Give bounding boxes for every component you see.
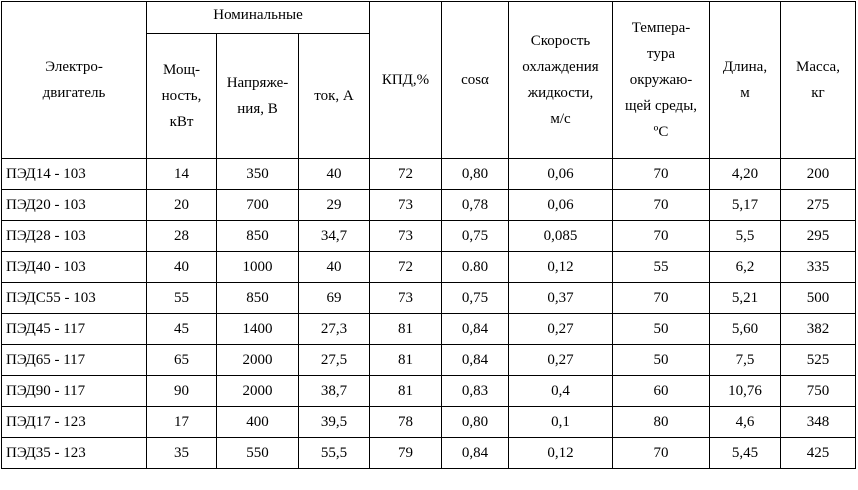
cell-power: 35 (147, 438, 217, 469)
cell-voltage: 700 (217, 190, 299, 221)
cell-length: 5,5 (710, 221, 781, 252)
cell-efficiency: 72 (370, 159, 442, 190)
cell-efficiency: 78 (370, 407, 442, 438)
cell-cooling-speed: 0,37 (509, 283, 613, 314)
cell-mass: 382 (781, 314, 856, 345)
cell-voltage: 1000 (217, 252, 299, 283)
cell-motor-name: ПЭД17 - 123 (2, 407, 147, 438)
table-row (2, 407, 856, 438)
table-row (2, 314, 856, 345)
cell-mass: 500 (781, 283, 856, 314)
cell-motor-name: ПЭД35 - 123 (2, 438, 147, 469)
cell-efficiency: 81 (370, 376, 442, 407)
cell-current: 27,5 (299, 345, 370, 376)
cell-efficiency: 81 (370, 345, 442, 376)
cell-cooling-speed: 0,1 (509, 407, 613, 438)
header-cooling-speed: Скорость охлаждения жидкости, м/с (509, 2, 613, 159)
cell-current: 40 (299, 252, 370, 283)
header-temperature: Темпера- тура окружаю- щей среды, ºС (613, 2, 710, 159)
header-voltage: Напряже- ния, В (217, 34, 299, 159)
cell-motor-name: ПЭДС55 - 103 (2, 283, 147, 314)
cell-cooling-speed: 0,085 (509, 221, 613, 252)
cell-cooling-speed: 0,06 (509, 159, 613, 190)
cell-temperature: 70 (613, 190, 710, 221)
cell-mass: 425 (781, 438, 856, 469)
cell-temperature: 70 (613, 159, 710, 190)
table-row (2, 252, 856, 283)
cell-cos: 0.80 (442, 252, 509, 283)
cell-power: 90 (147, 376, 217, 407)
cell-cos: 0,75 (442, 221, 509, 252)
cell-efficiency: 81 (370, 314, 442, 345)
cell-motor-name: ПЭД40 - 103 (2, 252, 147, 283)
cell-efficiency: 73 (370, 283, 442, 314)
table-row (2, 283, 856, 314)
cell-mass: 335 (781, 252, 856, 283)
cell-motor-name: ПЭД28 - 103 (2, 221, 147, 252)
cell-current: 55,5 (299, 438, 370, 469)
cell-cooling-speed: 0,12 (509, 252, 613, 283)
cell-current: 69 (299, 283, 370, 314)
cell-cooling-speed: 0,06 (509, 190, 613, 221)
cell-voltage: 850 (217, 283, 299, 314)
cell-temperature: 80 (613, 407, 710, 438)
cell-temperature: 60 (613, 376, 710, 407)
cell-power: 65 (147, 345, 217, 376)
cell-motor-name: ПЭД14 - 103 (2, 159, 147, 190)
cell-current: 34,7 (299, 221, 370, 252)
cell-power: 40 (147, 252, 217, 283)
cell-voltage: 850 (217, 221, 299, 252)
cell-cos: 0,75 (442, 283, 509, 314)
cell-motor-name: ПЭД90 - 117 (2, 376, 147, 407)
cell-mass: 750 (781, 376, 856, 407)
cell-mass: 200 (781, 159, 856, 190)
cell-cooling-speed: 0,27 (509, 345, 613, 376)
cell-efficiency: 73 (370, 190, 442, 221)
table-row (2, 345, 856, 376)
header-current: ток, А (299, 34, 370, 159)
table-row (2, 376, 856, 407)
header-nominal: Номинальные (147, 2, 370, 34)
cell-current: 29 (299, 190, 370, 221)
cell-power: 28 (147, 221, 217, 252)
cell-mass: 525 (781, 345, 856, 376)
cell-mass: 348 (781, 407, 856, 438)
cell-length: 4,6 (710, 407, 781, 438)
cell-cos: 0,84 (442, 314, 509, 345)
cell-cos: 0,84 (442, 345, 509, 376)
cell-length: 4,20 (710, 159, 781, 190)
cell-efficiency: 72 (370, 252, 442, 283)
header-motor: Электро- двигатель (2, 2, 147, 159)
cell-efficiency: 73 (370, 221, 442, 252)
cell-temperature: 50 (613, 345, 710, 376)
cell-current: 38,7 (299, 376, 370, 407)
cell-mass: 295 (781, 221, 856, 252)
table-row (2, 438, 856, 469)
cell-voltage: 2000 (217, 345, 299, 376)
cell-cooling-speed: 0,4 (509, 376, 613, 407)
cell-current: 27,3 (299, 314, 370, 345)
cell-efficiency: 79 (370, 438, 442, 469)
motor-specs-table (1, 1, 856, 469)
header-power: Мощ- ность, кВт (147, 34, 217, 159)
cell-length: 6,2 (710, 252, 781, 283)
cell-cos: 0,78 (442, 190, 509, 221)
cell-voltage: 350 (217, 159, 299, 190)
cell-length: 5,60 (710, 314, 781, 345)
cell-mass: 275 (781, 190, 856, 221)
cell-power: 20 (147, 190, 217, 221)
cell-current: 39,5 (299, 407, 370, 438)
cell-motor-name: ПЭД65 - 117 (2, 345, 147, 376)
cell-cos: 0,84 (442, 438, 509, 469)
cell-temperature: 55 (613, 252, 710, 283)
cell-power: 55 (147, 283, 217, 314)
cell-current: 40 (299, 159, 370, 190)
cell-voltage: 550 (217, 438, 299, 469)
table-row (2, 159, 856, 190)
cell-length: 5,21 (710, 283, 781, 314)
cell-length: 5,17 (710, 190, 781, 221)
cell-length: 10,76 (710, 376, 781, 407)
cell-voltage: 2000 (217, 376, 299, 407)
cell-length: 7,5 (710, 345, 781, 376)
cell-voltage: 400 (217, 407, 299, 438)
cell-cos: 0,80 (442, 407, 509, 438)
header-length: Длина, м (710, 2, 781, 159)
header-cos: cosα (442, 2, 509, 159)
cell-voltage: 1400 (217, 314, 299, 345)
cell-temperature: 70 (613, 221, 710, 252)
cell-motor-name: ПЭД20 - 103 (2, 190, 147, 221)
table-row (2, 221, 856, 252)
cell-cos: 0,80 (442, 159, 509, 190)
cell-cos: 0,83 (442, 376, 509, 407)
cell-power: 17 (147, 407, 217, 438)
cell-temperature: 50 (613, 314, 710, 345)
header-efficiency: КПД,% (370, 2, 442, 159)
header-mass: Масса, кг (781, 2, 856, 159)
cell-cooling-speed: 0,27 (509, 314, 613, 345)
cell-motor-name: ПЭД45 - 117 (2, 314, 147, 345)
table-row (2, 190, 856, 221)
cell-temperature: 70 (613, 438, 710, 469)
cell-length: 5,45 (710, 438, 781, 469)
table-body (2, 159, 856, 469)
cell-power: 45 (147, 314, 217, 345)
cell-cooling-speed: 0,12 (509, 438, 613, 469)
cell-temperature: 70 (613, 283, 710, 314)
cell-power: 14 (147, 159, 217, 190)
